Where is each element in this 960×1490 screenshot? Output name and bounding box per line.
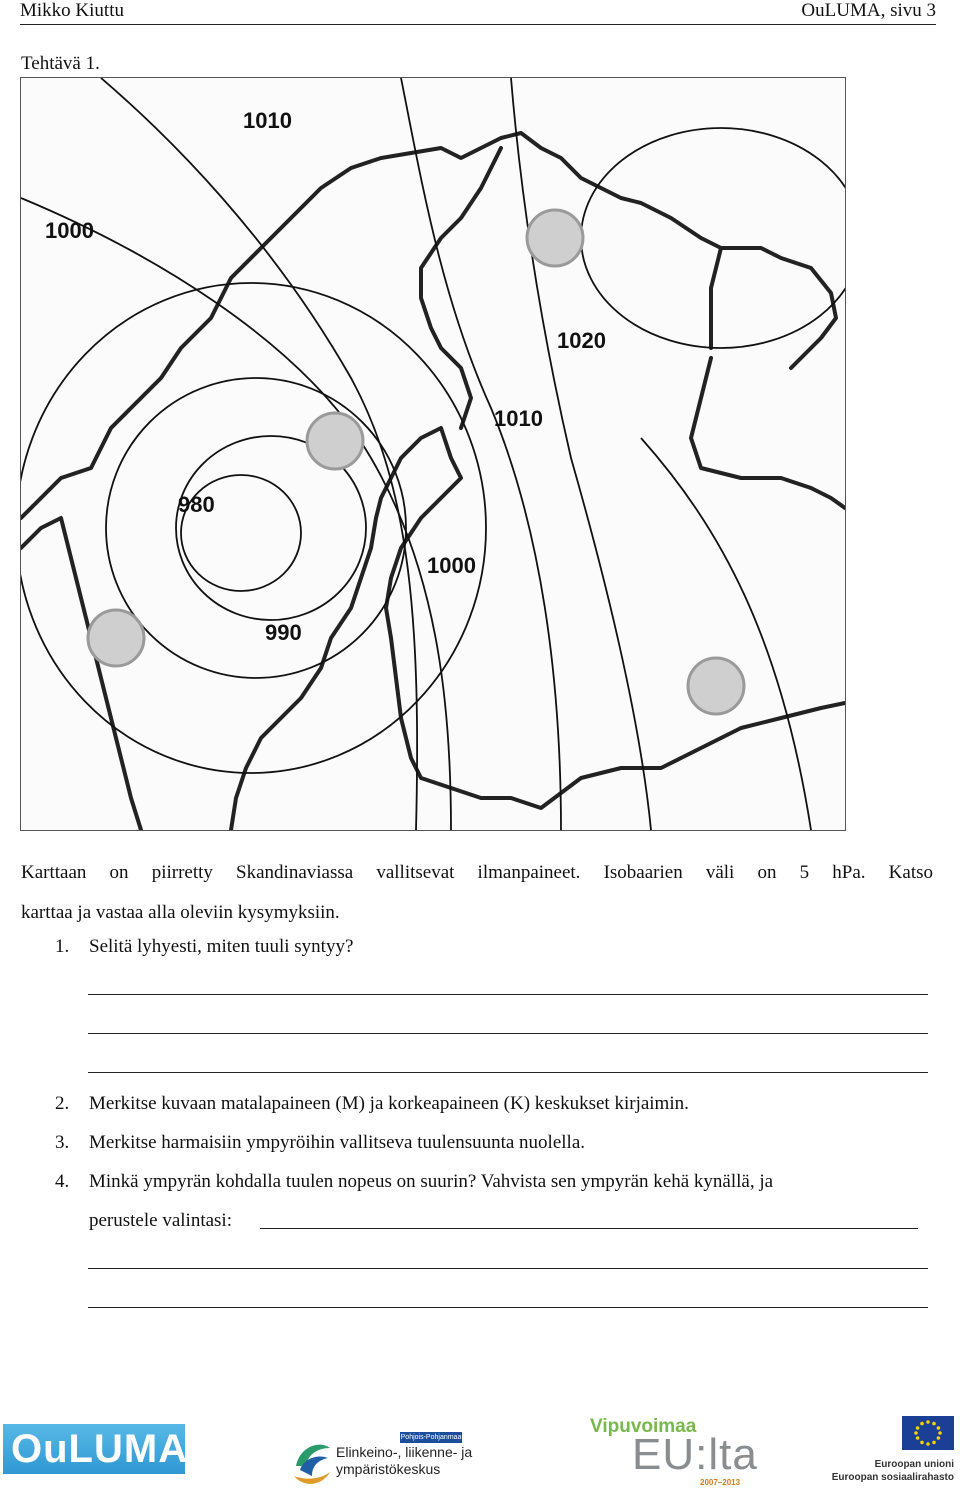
coastline bbox=[21, 133, 845, 830]
weather-map bbox=[20, 77, 846, 831]
wind-circle-east[interactable] bbox=[688, 658, 744, 714]
question-text: perustele valintasi: bbox=[89, 1210, 232, 1231]
question-number: 3. bbox=[55, 1132, 70, 1153]
question-number: 4. bbox=[55, 1171, 70, 1192]
question-number: 2. bbox=[55, 1093, 70, 1114]
question-text: Merkitse kuvaan matalapaineen (M) ja korkeapaineen (K) keskukset kirjaimin. bbox=[89, 1093, 689, 1114]
isobar-label: 990 bbox=[265, 620, 302, 645]
isobar-label: 980 bbox=[178, 492, 215, 517]
eu-social-fund-text: Euroopan sosiaalirahasto bbox=[831, 1472, 954, 1483]
isobar-label: 1010 bbox=[494, 406, 543, 431]
answer-line[interactable] bbox=[260, 1228, 918, 1229]
page-number: OuLUMA, sivu 3 bbox=[801, 0, 936, 21]
isobar-label: 1000 bbox=[45, 218, 94, 243]
footer-logos bbox=[0, 1412, 960, 1490]
answer-line[interactable] bbox=[88, 1268, 928, 1269]
answer-line[interactable] bbox=[88, 1033, 928, 1034]
eu-stars-icon bbox=[902, 1416, 954, 1450]
ely-name-line2: ympäristökeskus bbox=[336, 1461, 441, 1477]
author-name: Mikko Kiuttu bbox=[20, 0, 124, 21]
question-text: Minkä ympyrän kohdalla tuulen nopeus on suurin? Vahvista sen ympyrän kehä kynällä, ja bbox=[89, 1171, 774, 1192]
answer-line[interactable] bbox=[88, 1307, 928, 1308]
page-header bbox=[20, 0, 936, 25]
intro-line-2: karttaa ja vastaa alla oleviin kysymyksiin. bbox=[21, 902, 340, 923]
ouluma-logo-text: OuLUMA bbox=[11, 1427, 189, 1471]
question-text: Selitä lyhyesti, miten tuuli syntyy? bbox=[89, 936, 354, 957]
intro-line-1: Karttaan on piirretty Skandinaviassa vallitsevat ilmanpaineet. Isobaarien väli on 5 hPa. Katso bbox=[21, 862, 933, 883]
wind-circle-center[interactable] bbox=[307, 413, 363, 469]
isobars bbox=[21, 78, 845, 830]
eu-logo bbox=[831, 1416, 958, 1490]
isobar-map-graphic bbox=[21, 78, 845, 830]
wind-circle-west[interactable] bbox=[88, 610, 144, 666]
ely-name-line1: Elinkeino-, liikenne- ja bbox=[336, 1444, 473, 1460]
wind-circle-north[interactable] bbox=[527, 210, 583, 266]
ouluma-logo bbox=[3, 1424, 189, 1474]
isobar-label: 1010 bbox=[243, 108, 292, 133]
eu-lta-text: EU:lta bbox=[632, 1430, 758, 1479]
isobar-label: 1020 bbox=[557, 328, 606, 353]
question-text: Merkitse harmaisiin ympyröihin vallitseva tuulensuunta nuolella. bbox=[89, 1132, 586, 1153]
ely-emblem-icon bbox=[290, 1436, 334, 1490]
vipuvoimaa-logo bbox=[588, 1416, 758, 1490]
question-number: 1. bbox=[55, 936, 70, 957]
answer-line[interactable] bbox=[88, 1072, 928, 1073]
isobar-label: 1000 bbox=[427, 553, 476, 578]
ely-banner: Pohjois-Pohjanmaa bbox=[400, 1434, 462, 1441]
program-years: 2007–2013 bbox=[700, 1478, 741, 1487]
eu-union-text: Euroopan unioni bbox=[874, 1459, 954, 1470]
task-title: Tehtävä 1. bbox=[21, 53, 100, 74]
intro-text bbox=[21, 853, 933, 933]
answer-line[interactable] bbox=[88, 994, 928, 995]
ely-logo bbox=[290, 1430, 473, 1490]
vipuvoimaa-text: Vipuvoimaa bbox=[590, 1416, 697, 1437]
wind-circles[interactable] bbox=[88, 210, 744, 714]
eu-flag-icon bbox=[902, 1416, 954, 1450]
